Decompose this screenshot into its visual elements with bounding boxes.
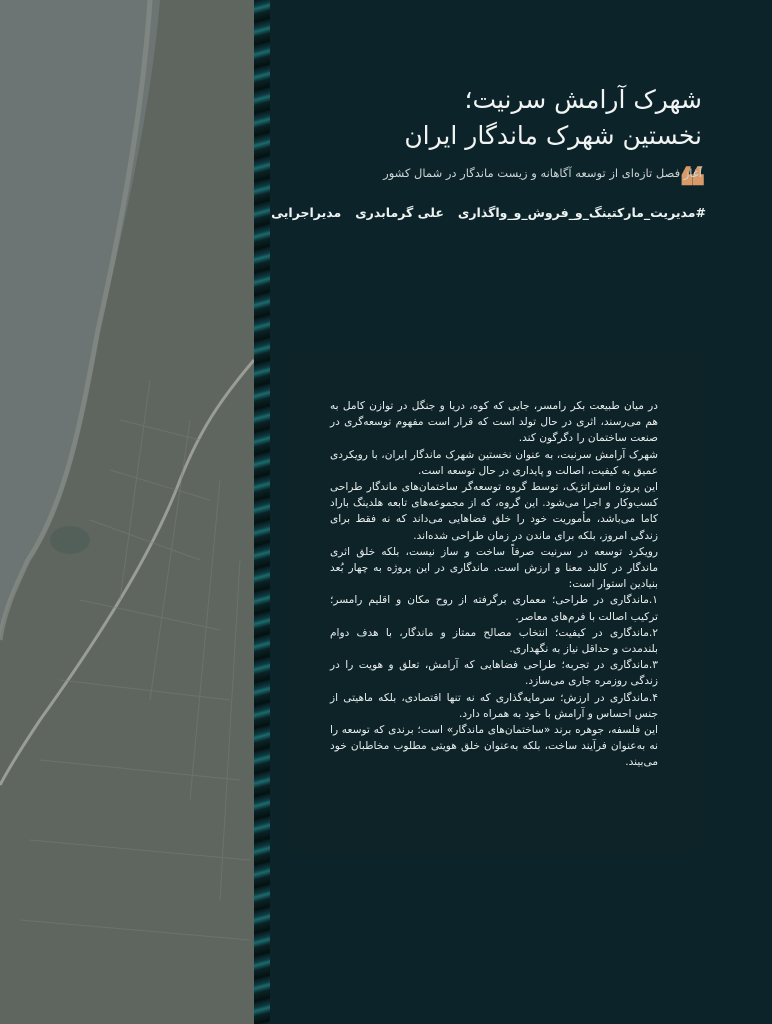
quote-icon: ❝ [678, 157, 706, 218]
paragraph-4: رویکرد توسعه در سرنیت صرفاً ساخت و ساز نیست، بلکه خلق اثری ماندگار در کالبد معنا و ارزش است. ماندگاری در این پروژه به چهار بُعد بنیادین استوار است: [330, 545, 658, 591]
list-item-experience: ۳.ماندگاری در تجربه؛ طراحی فضاهایی که آرامش، تعلق و هویت را در زندگی روزمره جاری می‌سازد. [330, 659, 658, 688]
title-line-1: شهرک آرامش سرنیت؛ [464, 85, 702, 114]
paragraph-1: در میان طبیعت بکر رامسر، جایی که کوه، دریا و جنگل در توازن کامل به هم می‌رسند، اثری در حال تولد است که قرار است مفهوم توسعه‌گری در صنعت ساختمان را دگرگون کند. [330, 400, 658, 445]
tag-author: علی گرمابدری [355, 205, 444, 220]
article-subtitle: آغاز فصل تازه‌ای از توسعه آگاهانه و زیست ماندگار در شمال کشور [383, 166, 702, 180]
paragraph-2: شهرک آرامش سرنیت، به عنوان نخستین شهرک ماندگار ایران، با رویکردی عمیق به کیفیت، اصالت و پایداری در حال توسعه است. [330, 448, 658, 477]
article-body [330, 398, 658, 771]
paragraph-closing: این فلسفه، جوهره برند «ساختمان‌های ماندگار» است؛ برندی که توسعه را نه به‌عنوان فرآیند ساخت، بلکه به‌عنوان خلق هویتی مطلوب مخاطبان خود می‌بیند. [330, 724, 658, 769]
title-line-2: نخستین شهرک ماندگار ایران [404, 121, 702, 150]
tropical-leaf-strip [254, 0, 270, 1024]
tag-role: مدیراجرایی [271, 205, 342, 220]
tag-department: #مدیریت_مارکتینگ_و_فروش_و_واگذاری [457, 205, 706, 220]
aerial-coastline-photo [0, 0, 254, 1024]
paragraph-3: این پروژه استراتژیک، توسط گروه توسعه‌گر ساختمان‌های ماندگار طراحی کسب‌وکار و اجرا می‌شود. این گروه، که از مجموعه‌های تابعه هلدینگ باراد کاما می‌باشد، مأموریت خود را خلق فضاهایی می‌داند که نه فقط برای زندگی امروز، بلکه برای ماندن در زمان طراحی شده‌اند. [330, 481, 658, 542]
article-title [282, 82, 702, 154]
list-item-quality: ۲.ماندگاری در کیفیت؛ انتخاب مصالح ممتاز و ماندگار، با هدف دوام بلندمدت و حداقل نیاز به نگهداری. [330, 626, 658, 656]
article-tags [271, 205, 706, 220]
list-item-value: ۴.ماندگاری در ارزش؛ سرمایه‌گذاری که نه تنها اقتصادی، بلکه ماهیتی از جنس احساس و آرامش با خود به همراه دارد. [330, 691, 658, 720]
coastline-illustration [0, 0, 254, 1024]
list-item-design: ۱.ماندگاری در طراحی؛ معماری برگرفته از روح مکان و اقلیم رامسر؛ ترکیب اصالت با فرم‌های معاصر. [330, 594, 658, 623]
